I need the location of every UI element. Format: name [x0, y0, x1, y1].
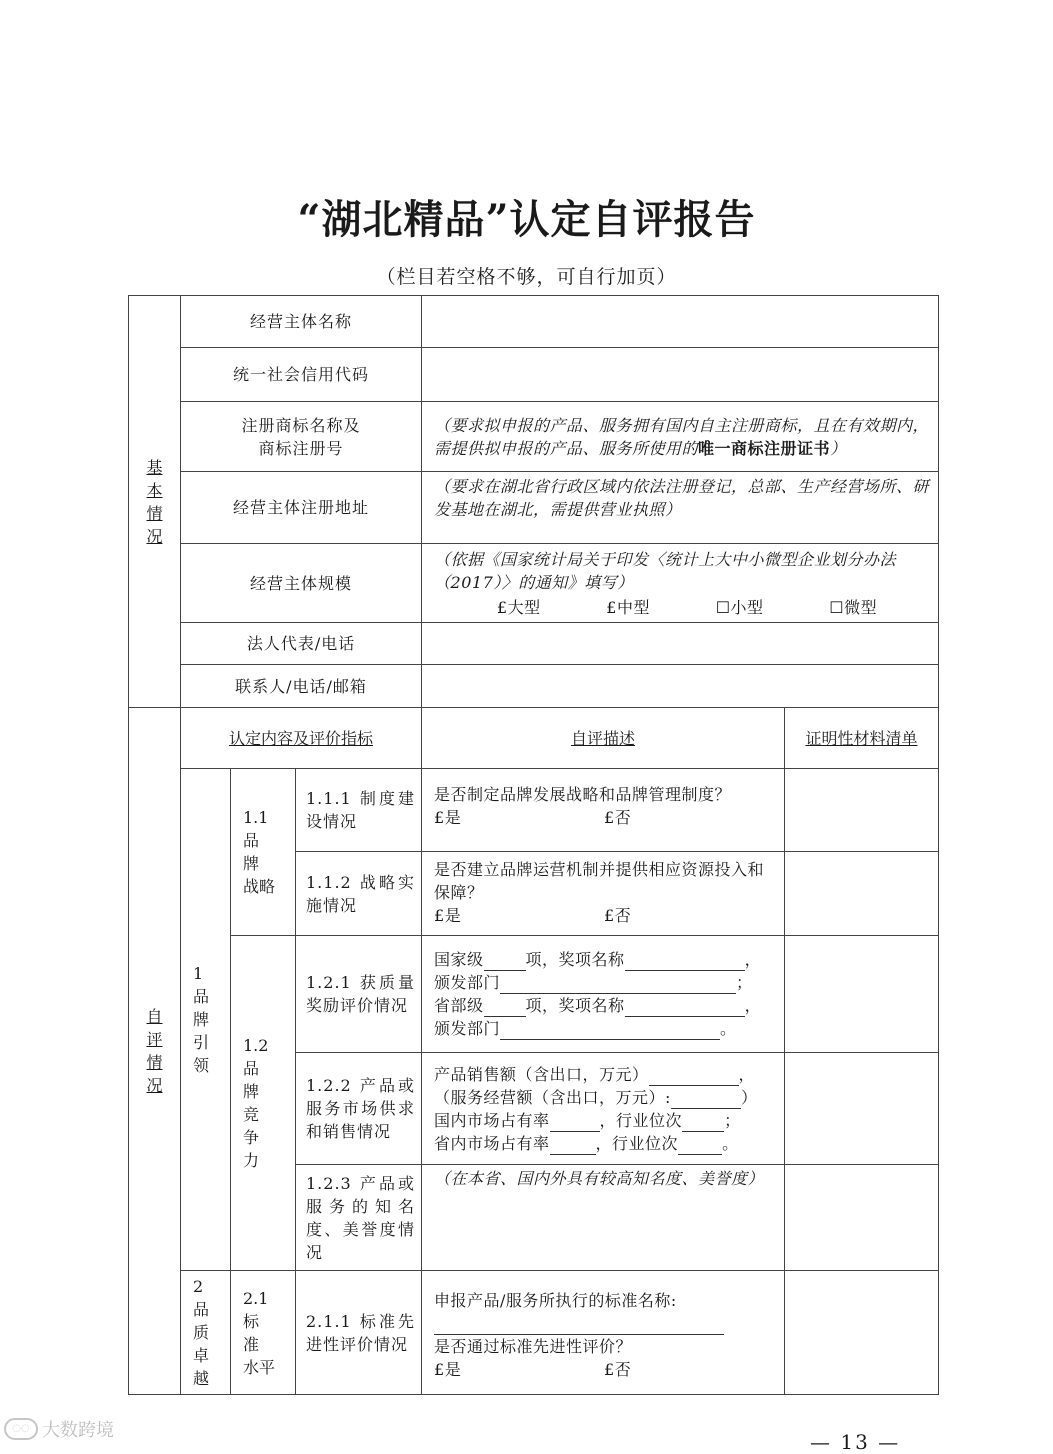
item-1-2-2-desc[interactable]: 产品销售额（含出口，万元） ， （服务经营额（含出口，万元）: ） 国内市场占有率 ，行业位次 ； 省内市场占有率 ，行业位次 。	[422, 1053, 785, 1165]
l1-quality-excellence: 2 品 质 卓 越	[181, 1271, 231, 1395]
field-address[interactable]: （要求在湖北省行政区域内依法注册登记，总部、生产经营场所、研发基地在湖北，需提供营业执照）	[422, 472, 939, 544]
item-1-1-1-label: 1.1.1 制度建设情况	[296, 769, 422, 852]
i112-no[interactable]: £否	[604, 906, 632, 925]
item-2-1-1-materials[interactable]	[785, 1271, 939, 1395]
scale-option-large[interactable]: £大型	[496, 597, 541, 617]
item-1-2-3-label: 1.2.3 产品或服务的知名度、美誉度情况	[296, 1165, 422, 1271]
label-legal-rep: 法人代表/电话	[181, 623, 422, 665]
field-credit-code[interactable]	[422, 348, 939, 402]
watermark: ◌◌ 大数跨境	[4, 1416, 114, 1442]
self-evaluation-form	[128, 295, 939, 1395]
item-1-1-1-materials[interactable]	[785, 769, 939, 852]
l2-brand-compete: 1.2 品 牌 竞 争 力	[231, 936, 296, 1271]
i111-yes[interactable]: £是	[434, 808, 462, 827]
header-materials: 证明性材料清单	[785, 708, 939, 769]
page-subtitle: （栏目若空格不够，可自行加页）	[376, 266, 677, 288]
item-1-2-2-label: 1.2.2 产品或服务市场供求和销售情况	[296, 1053, 422, 1165]
item-1-2-1-label: 1.2.1 获质量奖励评价情况	[296, 936, 422, 1053]
label-contact: 联系人/电话/邮箱	[181, 665, 422, 708]
field-trademark[interactable]: （要求拟申报的产品、服务拥有国内自主注册商标，且在有效期内，需提供拟申报的产品、服务所使用的唯一商标注册证书）	[422, 402, 939, 472]
item-1-1-2-desc[interactable]: 是否建立品牌运营机制并提供相应资源投入和保障？ £是 £否	[422, 852, 785, 936]
scale-option-micro[interactable]: ☐微型	[829, 597, 878, 617]
l2-brand-strategy: 1.1 品 牌 战略	[231, 769, 296, 936]
item-2-1-1-label: 2.1.1 标准先进性评价情况	[296, 1271, 422, 1395]
label-trademark: 注册商标名称及 商标注册号	[181, 402, 422, 472]
field-scale: （依据《国家统计局关于印发〈统计上大中小微型企业划分办法（2017）〉的通知》填写） £大型 £中型 ☐小型 ☐微型	[422, 544, 939, 623]
page-title: “湖北精品”认定自评报告	[297, 196, 756, 243]
scale-option-medium[interactable]: £中型	[606, 597, 650, 617]
item-1-2-2-materials[interactable]	[785, 1053, 939, 1165]
item-1-2-3-desc[interactable]: （在本省、国内外具有较高知名度、美誉度）	[422, 1165, 785, 1271]
item-1-2-3-materials[interactable]	[785, 1165, 939, 1271]
header-indicator: 认定内容及评价指标	[181, 708, 422, 769]
page-number: — 13 —	[810, 1430, 901, 1454]
item-1-1-2-materials[interactable]	[785, 852, 939, 936]
item-1-1-1-desc[interactable]: 是否制定品牌发展战略和品牌管理制度？ £是 £否	[422, 769, 785, 852]
field-legal-rep[interactable]	[422, 623, 939, 665]
section-self-label: 自 评 情 况	[129, 708, 181, 1395]
field-contact[interactable]	[422, 665, 939, 708]
label-entity-name: 经营主体名称	[181, 296, 422, 348]
item-1-2-1-desc[interactable]: 国家级 项，奖项名称 ， 颁发部门 ； 省部级 项，奖项名称 ， 颁发部门 。	[422, 936, 785, 1053]
field-entity-name[interactable]	[422, 296, 939, 348]
label-address: 经营主体注册地址	[181, 472, 422, 544]
l1-brand-lead: 1 品 牌 引 领	[181, 769, 231, 1271]
header-description: 自评描述	[422, 708, 785, 769]
i211-yes[interactable]: £是	[434, 1360, 462, 1379]
section-basic-label: 基 本 情 况	[129, 296, 181, 708]
l2-standard-level: 2.1 标 准 水平	[231, 1271, 296, 1395]
label-scale: 经营主体规模	[181, 544, 422, 623]
item-2-1-1-desc[interactable]: 申报产品/服务所执行的标准名称: 是否通过标准先进性评价？ £是 £否	[422, 1271, 785, 1395]
item-1-1-2-label: 1.1.2 战略实施情况	[296, 852, 422, 936]
scale-option-small[interactable]: ☐小型	[715, 597, 764, 617]
i111-no[interactable]: £否	[604, 808, 632, 827]
i211-no[interactable]: £否	[604, 1360, 632, 1379]
label-credit-code: 统一社会信用代码	[181, 348, 422, 402]
watermark-logo-icon: ◌◌	[4, 1418, 38, 1440]
i112-yes[interactable]: £是	[434, 906, 462, 925]
item-1-2-1-materials[interactable]	[785, 936, 939, 1053]
